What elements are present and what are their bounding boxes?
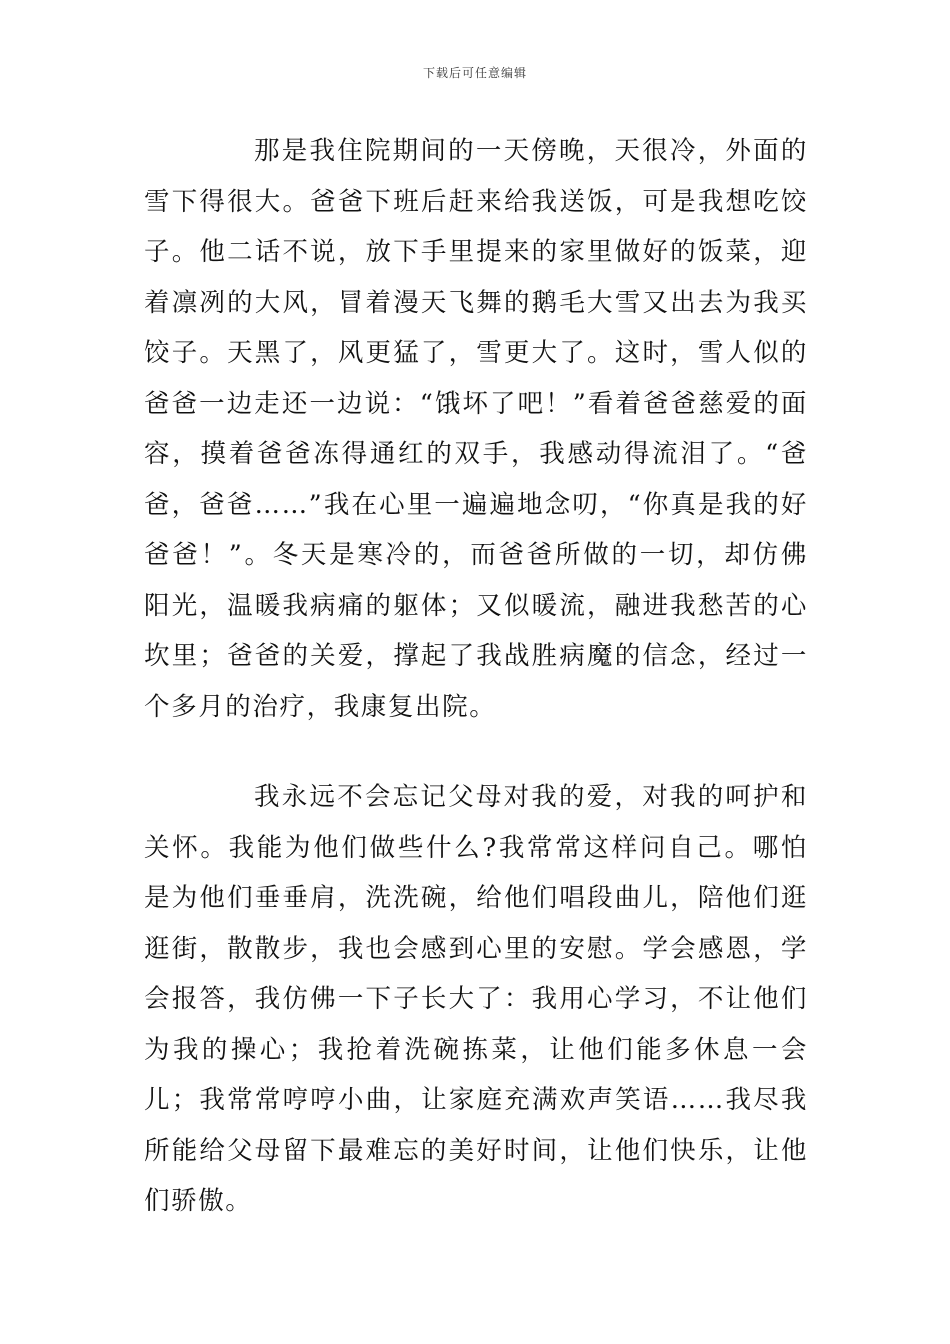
page-header-note: 下载后可任意编辑 <box>422 66 527 80</box>
body-paragraph-1: 那是我住院期间的一天傍晚，天很冷，外面的雪下得很大。爸爸下班后赶来给我送饭，可是我想吃饺子。他二话不说，放下手里提来的家里做好的饭菜，迎着凛冽的大风，冒着漫天飞舞的鹅毛大雪又出去为我买饺子。天黑了，风更猛了，雪更大了。这时，雪人似的爸爸一边走还一边说：“饿坏了吧！”看着爸爸慈爱的面容，摸着爸爸冻得通红的双手，我感动得流泪了。“爸爸，爸爸……”我在心里一遍遍地念叨，“你真是我的好爸爸！”。冬天是寒冷的，而爸爸所做的一切，却仿佛阳光，温暖我病痛的躯体；又似暖流，融进我愁苦的心坎里；爸爸的关爱，撑起了我战胜病魔的信念，经过一个多月的治疗，我康复出院。 <box>144 136 808 722</box>
body-paragraph-2: 我永远不会忘记父母对我的爱，对我的呵护和关怀。我能为他们做些什么?我常常这样问自己。哪怕是为他们垂垂肩，洗洗碗，给他们唱段曲儿，陪他们逛逛街，散散步，我也会感到心里的安慰。学会感恩，学会报答，我仿佛一下子长大了：我用心学习，不让他们为我的操心；我抢着洗碗拣菜，让他们能多休息一会儿；我常常哼哼小曲，让家庭充满欢声笑语……我尽我所能给父母留下最难忘的美好时间，让他们快乐，让他们骄傲。 <box>144 782 808 1216</box>
